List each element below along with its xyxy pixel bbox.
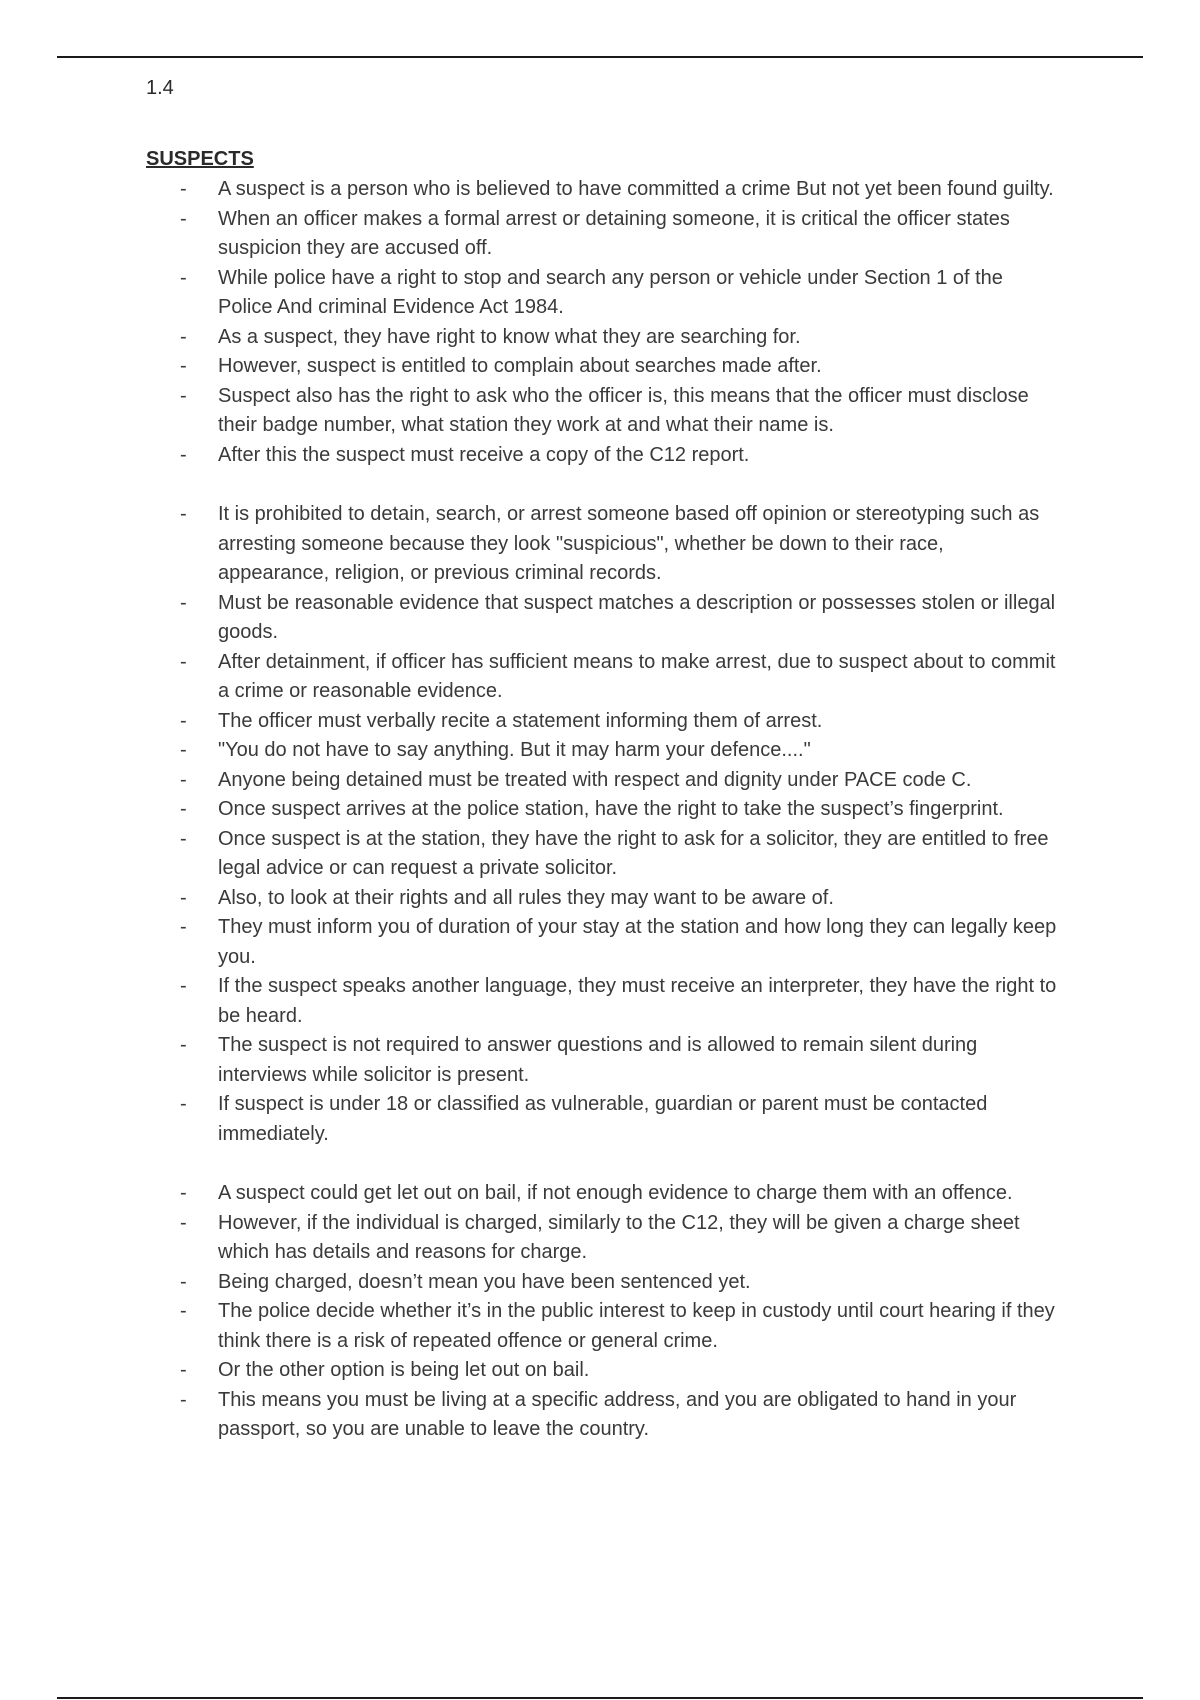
bullet-item: [0, 1090, 1060, 1149]
bullet-dash: -: [180, 886, 187, 909]
bullet-dash: -: [180, 266, 187, 289]
bullet-dash: -: [180, 1182, 187, 1204]
bullet-dash: -: [180, 1300, 187, 1322]
bullet-dash: -: [180, 325, 187, 348]
bullet-dash: -: [180, 827, 187, 850]
bullet-dash: -: [180, 798, 187, 820]
bullet-dash: -: [180, 709, 187, 732]
bullet-item: [0, 1386, 1060, 1445]
bullet-item: [0, 913, 1060, 972]
bullet-item: [0, 323, 1060, 353]
bullet-item: [0, 589, 1060, 648]
bullet-dash: -: [180, 591, 187, 614]
bullet-dash: -: [180, 355, 187, 377]
bullet-text: Being charged, doesn’t mean you have been sentenced yet.: [218, 1270, 751, 1293]
bullet-list: [0, 175, 1200, 1445]
bullet-item: [0, 1209, 1060, 1268]
bullet-text: This means you must be living at a specific address, and you are obligated to hand in your passport, so you are unable to leave the country.: [218, 1388, 1017, 1440]
bullet-text: It is prohibited to detain, search, or arrest someone based off opinion or stereotyping such as arresting someone because they look "suspicious", whether be down to their race, appearance, religion, or previous criminal records.: [218, 503, 1040, 584]
bullet-dash: -: [180, 916, 187, 938]
bullet-text: The officer must verbally recite a statement informing them of arrest.: [218, 709, 823, 732]
bullet-item: [0, 1179, 1060, 1209]
bullet-text: If the suspect speaks another language, they must receive an interpreter, they have the right to be heard.: [218, 975, 1057, 1027]
bullet-text: "You do not have to say anything. But it may harm your defence....": [218, 739, 811, 761]
bullet-item: [0, 175, 1060, 205]
bullet-text: The police decide whether it’s in the public interest to keep in custody until court hearing if they think there is a risk of repeated offence or general crime.: [218, 1300, 1055, 1352]
bullet-dash: -: [180, 1093, 187, 1115]
bullet-text: After detainment, if officer has sufficient means to make arrest, due to suspect about to commit a crime or reasonable evidence.: [218, 650, 1056, 702]
bullet-dash: -: [180, 1211, 187, 1234]
bullet-item: [0, 1268, 1060, 1298]
bullet-text: They must inform you of duration of your stay at the station and how long they can legally keep you.: [218, 916, 1057, 968]
bullet-text: Once suspect arrives at the police station, have the right to take the suspect’s fingerprint.: [218, 798, 1004, 820]
bullet-item: [0, 766, 1060, 796]
bullet-item: [0, 1297, 1060, 1356]
top-rule: [57, 56, 1143, 58]
bullet-text: Once suspect is at the station, they have the right to ask for a solicitor, they are entitled to free legal advice or can request a private solicitor.: [218, 827, 1049, 879]
bullet-text: A suspect is a person who is believed to have committed a crime But not yet been found guilty.: [218, 178, 1054, 200]
bullet-text: However, if the individual is charged, similarly to the C12, they will be given a charge sheet which has details and reasons for charge.: [218, 1211, 1020, 1263]
bullet-dash: -: [180, 1270, 187, 1293]
bullet-item: [0, 707, 1060, 737]
bullet-item: [0, 264, 1060, 323]
bullet-item: [0, 736, 1060, 766]
bullet-text: While police have a right to stop and search any person or vehicle under Section 1 of the Police And criminal Evidence Act 1984.: [218, 266, 1003, 318]
bullet-dash: -: [180, 1388, 187, 1411]
bullet-text: However, suspect is entitled to complain about searches made after.: [218, 355, 822, 377]
bullet-dash: -: [180, 739, 187, 761]
bullet-item: [0, 205, 1060, 264]
bullet-item: [0, 1356, 1060, 1386]
section-heading: SUSPECTS: [146, 148, 254, 170]
bullet-item: [0, 648, 1060, 707]
bullet-text: Also, to look at their rights and all rules they may want to be aware of.: [218, 886, 834, 909]
bullet-dash: -: [180, 1359, 187, 1381]
bullet-dash: -: [180, 650, 187, 673]
bullet-item: [0, 795, 1060, 825]
bullet-item: [0, 1031, 1060, 1090]
bullet-item: [0, 825, 1060, 884]
bullet-text: As a suspect, they have right to know what they are searching for.: [218, 325, 801, 348]
bullet-text: Must be reasonable evidence that suspect matches a description or possesses stolen or illegal goods.: [218, 591, 1056, 643]
bullet-item: [0, 500, 1060, 589]
bullet-dash: -: [180, 207, 187, 230]
bullet-text: Anyone being detained must be treated with respect and dignity under PACE code C.: [218, 768, 972, 791]
bullet-text: After this the suspect must receive a copy of the C12 report.: [218, 443, 750, 466]
bullet-text: A suspect could get let out on bail, if not enough evidence to charge them with an offence.: [218, 1182, 1013, 1204]
bullet-item: [0, 972, 1060, 1031]
bullet-text: Or the other option is being let out on bail.: [218, 1359, 590, 1381]
group-spacer: [0, 470, 1200, 500]
bullet-dash: -: [180, 503, 187, 525]
bullet-text: Suspect also has the right to ask who the officer is, this means that the officer must disclose their badge number, what station they work at and what their name is.: [218, 384, 1029, 436]
bullet-item: [0, 441, 1060, 471]
bullet-dash: -: [180, 1034, 187, 1056]
bullet-item: [0, 352, 1060, 382]
bottom-rule: [57, 1697, 1143, 1699]
bullet-dash: -: [180, 768, 187, 791]
bullet-dash: -: [180, 975, 187, 997]
bullet-text: If suspect is under 18 or classified as vulnerable, guardian or parent must be contacted immediately.: [218, 1093, 988, 1145]
bullet-dash: -: [180, 384, 187, 407]
bullet-item: [0, 884, 1060, 914]
bullet-text: When an officer makes a formal arrest or detaining someone, it is critical the officer states suspicion they are accused off.: [218, 207, 1010, 259]
bullet-dash: -: [180, 443, 187, 466]
group-spacer: [0, 1149, 1200, 1179]
bullet-text: The suspect is not required to answer questions and is allowed to remain silent during interviews while solicitor is present.: [218, 1034, 978, 1086]
bullet-dash: -: [180, 178, 187, 200]
section-number: 1.4: [146, 77, 174, 99]
bullet-item: [0, 382, 1060, 441]
